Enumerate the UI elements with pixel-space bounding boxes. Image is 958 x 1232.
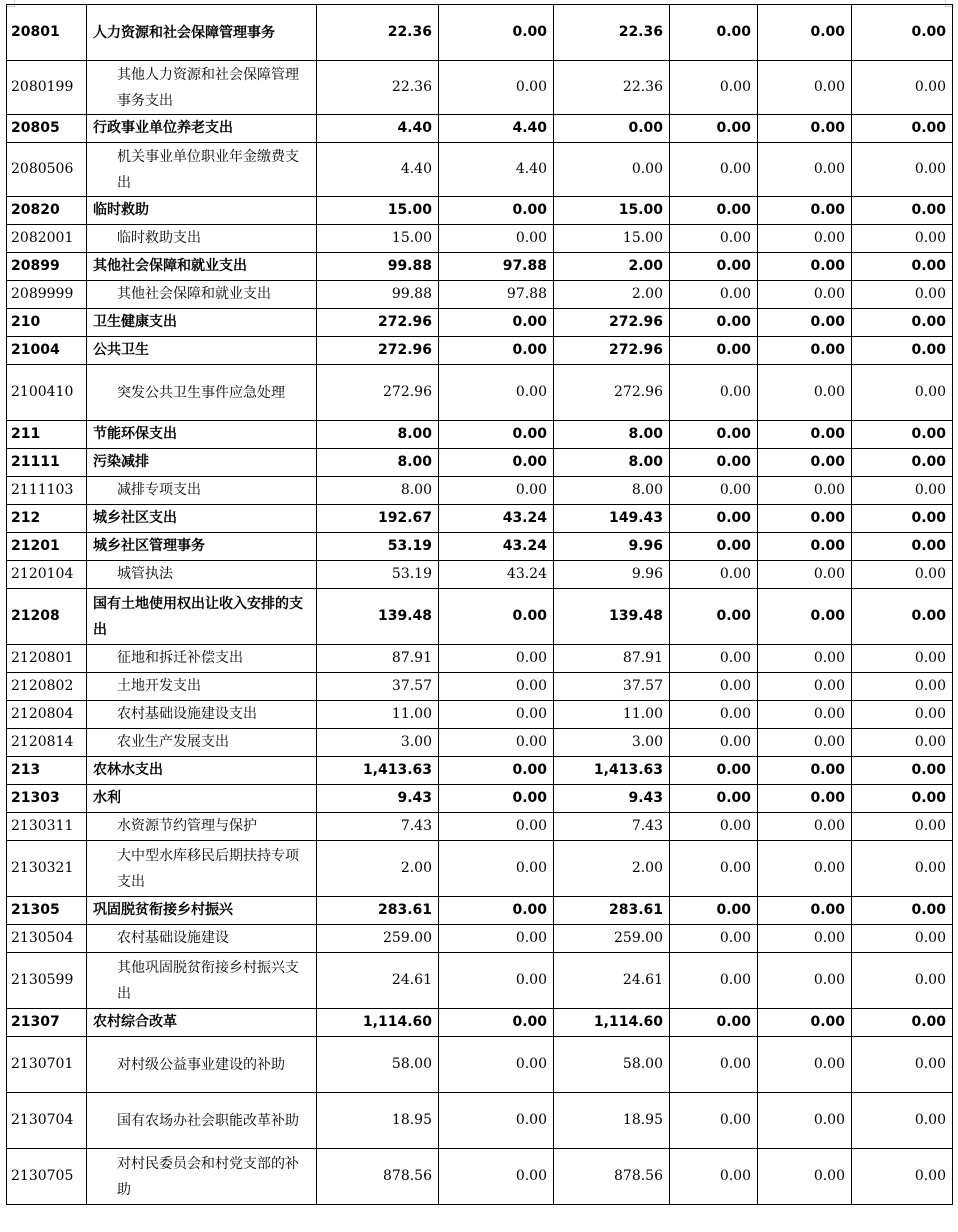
amount-cell-6: 0.00 — [852, 197, 953, 225]
subject-name-cell: 其他巩固脱贫衔接乡村振兴支出 — [87, 953, 317, 1009]
amount-cell-4: 0.00 — [670, 1093, 758, 1149]
subject-name-cell: 临时救助支出 — [87, 225, 317, 253]
amount-cell-6: 0.00 — [852, 281, 953, 309]
subject-code-cell: 2130321 — [7, 841, 87, 897]
amount-cell-1: 1,114.60 — [317, 1009, 439, 1037]
amount-cell-5: 0.00 — [758, 421, 852, 449]
amount-cell-5: 0.00 — [758, 143, 852, 197]
amount-cell-3: 1,413.63 — [554, 757, 670, 785]
amount-cell-6: 0.00 — [852, 143, 953, 197]
amount-cell-6: 0.00 — [852, 841, 953, 897]
subject-code-cell: 2130311 — [7, 813, 87, 841]
subject-name-cell: 临时救助 — [87, 197, 317, 225]
subject-name-cell: 减排专项支出 — [87, 477, 317, 505]
amount-cell-4: 0.00 — [670, 841, 758, 897]
amount-cell-3: 9.43 — [554, 785, 670, 813]
amount-cell-3: 9.96 — [554, 533, 670, 561]
subject-name-cell: 其他社会保障和就业支出 — [87, 253, 317, 281]
subject-name-cell: 其他社会保障和就业支出 — [87, 281, 317, 309]
amount-cell-3: 272.96 — [554, 365, 670, 421]
amount-cell-6: 0.00 — [852, 115, 953, 143]
category-row — [7, 197, 953, 225]
subject-code-cell: 20801 — [7, 5, 87, 61]
amount-cell-3: 149.43 — [554, 505, 670, 533]
amount-cell-3: 8.00 — [554, 449, 670, 477]
amount-cell-1: 259.00 — [317, 925, 439, 953]
subject-name-cell: 城乡社区支出 — [87, 505, 317, 533]
item-row — [7, 925, 953, 953]
subject-name-cell: 征地和拆迁补偿支出 — [87, 645, 317, 673]
amount-cell-3: 7.43 — [554, 813, 670, 841]
amount-cell-2: 0.00 — [439, 477, 554, 505]
item-row — [7, 1037, 953, 1093]
amount-cell-4: 0.00 — [670, 1149, 758, 1205]
amount-cell-3: 8.00 — [554, 421, 670, 449]
amount-cell-6: 0.00 — [852, 1149, 953, 1205]
amount-cell-6: 0.00 — [852, 337, 953, 365]
amount-cell-3: 139.48 — [554, 589, 670, 645]
amount-cell-4: 0.00 — [670, 673, 758, 701]
subject-name-cell: 水资源节约管理与保护 — [87, 813, 317, 841]
amount-cell-1: 58.00 — [317, 1037, 439, 1093]
amount-cell-4: 0.00 — [670, 505, 758, 533]
item-row — [7, 561, 953, 589]
item-row — [7, 143, 953, 197]
amount-cell-2: 0.00 — [439, 757, 554, 785]
amount-cell-6: 0.00 — [852, 701, 953, 729]
subject-name-cell: 污染减排 — [87, 449, 317, 477]
amount-cell-2: 0.00 — [439, 701, 554, 729]
amount-cell-2: 0.00 — [439, 421, 554, 449]
amount-cell-6: 0.00 — [852, 61, 953, 115]
amount-cell-3: 3.00 — [554, 729, 670, 757]
subject-name-cell: 国有农场办社会职能改革补助 — [87, 1093, 317, 1149]
amount-cell-3: 1,114.60 — [554, 1009, 670, 1037]
subject-code-cell: 2130704 — [7, 1093, 87, 1149]
amount-cell-4: 0.00 — [670, 115, 758, 143]
amount-cell-5: 0.00 — [758, 337, 852, 365]
amount-cell-1: 8.00 — [317, 477, 439, 505]
amount-cell-1: 99.88 — [317, 281, 439, 309]
amount-cell-4: 0.00 — [670, 225, 758, 253]
subject-name-cell: 对村级公益事业建设的补助 — [87, 1037, 317, 1093]
amount-cell-3: 283.61 — [554, 897, 670, 925]
amount-cell-3: 15.00 — [554, 225, 670, 253]
amount-cell-2: 0.00 — [439, 449, 554, 477]
amount-cell-1: 272.96 — [317, 365, 439, 421]
amount-cell-2: 0.00 — [439, 365, 554, 421]
amount-cell-3: 259.00 — [554, 925, 670, 953]
item-row — [7, 841, 953, 897]
subject-name-cell: 农业生产发展支出 — [87, 729, 317, 757]
subject-code-cell: 2100410 — [7, 365, 87, 421]
subject-name-cell: 农林水支出 — [87, 757, 317, 785]
subject-code-cell: 2082001 — [7, 225, 87, 253]
amount-cell-6: 0.00 — [852, 1093, 953, 1149]
amount-cell-3: 15.00 — [554, 197, 670, 225]
amount-cell-5: 0.00 — [758, 645, 852, 673]
subject-code-cell: 20820 — [7, 197, 87, 225]
amount-cell-1: 18.95 — [317, 1093, 439, 1149]
amount-cell-5: 0.00 — [758, 61, 852, 115]
category-row — [7, 533, 953, 561]
amount-cell-3: 878.56 — [554, 1149, 670, 1205]
amount-cell-5: 0.00 — [758, 673, 852, 701]
amount-cell-3: 272.96 — [554, 309, 670, 337]
amount-cell-5: 0.00 — [758, 1149, 852, 1205]
amount-cell-2: 0.00 — [439, 645, 554, 673]
subject-code-cell: 2089999 — [7, 281, 87, 309]
amount-cell-6: 0.00 — [852, 645, 953, 673]
item-row — [7, 1149, 953, 1205]
amount-cell-6: 0.00 — [852, 253, 953, 281]
amount-cell-3: 0.00 — [554, 115, 670, 143]
amount-cell-3: 87.91 — [554, 645, 670, 673]
amount-cell-1: 272.96 — [317, 337, 439, 365]
amount-cell-6: 0.00 — [852, 505, 953, 533]
amount-cell-3: 2.00 — [554, 253, 670, 281]
amount-cell-6: 0.00 — [852, 365, 953, 421]
amount-cell-1: 11.00 — [317, 701, 439, 729]
category-row — [7, 5, 953, 61]
amount-cell-1: 15.00 — [317, 197, 439, 225]
amount-cell-2: 0.00 — [439, 61, 554, 115]
item-row — [7, 477, 953, 505]
amount-cell-1: 37.57 — [317, 673, 439, 701]
subject-code-cell: 21201 — [7, 533, 87, 561]
amount-cell-3: 11.00 — [554, 701, 670, 729]
subject-code-cell: 20899 — [7, 253, 87, 281]
amount-cell-5: 0.00 — [758, 5, 852, 61]
subject-name-cell: 农村基础设施建设支出 — [87, 701, 317, 729]
amount-cell-4: 0.00 — [670, 309, 758, 337]
amount-cell-5: 0.00 — [758, 729, 852, 757]
amount-cell-1: 2.00 — [317, 841, 439, 897]
subject-code-cell: 2120804 — [7, 701, 87, 729]
amount-cell-4: 0.00 — [670, 953, 758, 1009]
amount-cell-6: 0.00 — [852, 477, 953, 505]
amount-cell-2: 0.00 — [439, 673, 554, 701]
amount-cell-5: 0.00 — [758, 1037, 852, 1093]
amount-cell-2: 0.00 — [439, 589, 554, 645]
amount-cell-1: 7.43 — [317, 813, 439, 841]
amount-cell-5: 0.00 — [758, 589, 852, 645]
amount-cell-3: 22.36 — [554, 61, 670, 115]
amount-cell-1: 53.19 — [317, 533, 439, 561]
amount-cell-6: 0.00 — [852, 1009, 953, 1037]
amount-cell-1: 4.40 — [317, 115, 439, 143]
amount-cell-6: 0.00 — [852, 309, 953, 337]
subject-code-cell: 2130504 — [7, 925, 87, 953]
subject-code-cell: 21303 — [7, 785, 87, 813]
amount-cell-2: 43.24 — [439, 505, 554, 533]
item-row — [7, 645, 953, 673]
item-row — [7, 61, 953, 115]
amount-cell-2: 0.00 — [439, 1037, 554, 1093]
amount-cell-4: 0.00 — [670, 143, 758, 197]
amount-cell-3: 2.00 — [554, 281, 670, 309]
amount-cell-5: 0.00 — [758, 197, 852, 225]
subject-code-cell: 20805 — [7, 115, 87, 143]
amount-cell-5: 0.00 — [758, 897, 852, 925]
category-row — [7, 589, 953, 645]
amount-cell-6: 0.00 — [852, 785, 953, 813]
amount-cell-4: 0.00 — [670, 61, 758, 115]
amount-cell-5: 0.00 — [758, 925, 852, 953]
amount-cell-4: 0.00 — [670, 561, 758, 589]
category-row — [7, 337, 953, 365]
amount-cell-2: 0.00 — [439, 337, 554, 365]
subject-name-cell: 突发公共卫生事件应急处理 — [87, 365, 317, 421]
amount-cell-5: 0.00 — [758, 115, 852, 143]
category-row — [7, 1009, 953, 1037]
subject-name-cell: 农村综合改革 — [87, 1009, 317, 1037]
amount-cell-5: 0.00 — [758, 533, 852, 561]
amount-cell-5: 0.00 — [758, 309, 852, 337]
category-row — [7, 309, 953, 337]
amount-cell-1: 192.67 — [317, 505, 439, 533]
amount-cell-5: 0.00 — [758, 449, 852, 477]
amount-cell-4: 0.00 — [670, 813, 758, 841]
amount-cell-4: 0.00 — [670, 281, 758, 309]
amount-cell-1: 87.91 — [317, 645, 439, 673]
amount-cell-4: 0.00 — [670, 785, 758, 813]
amount-cell-5: 0.00 — [758, 953, 852, 1009]
amount-cell-6: 0.00 — [852, 533, 953, 561]
amount-cell-6: 0.00 — [852, 561, 953, 589]
amount-cell-4: 0.00 — [670, 449, 758, 477]
amount-cell-6: 0.00 — [852, 449, 953, 477]
amount-cell-5: 0.00 — [758, 841, 852, 897]
amount-cell-2: 0.00 — [439, 225, 554, 253]
subject-code-cell: 21208 — [7, 589, 87, 645]
category-row — [7, 421, 953, 449]
subject-code-cell: 2120814 — [7, 729, 87, 757]
amount-cell-2: 97.88 — [439, 253, 554, 281]
amount-cell-4: 0.00 — [670, 645, 758, 673]
item-row — [7, 813, 953, 841]
subject-name-cell: 城管执法 — [87, 561, 317, 589]
subject-name-cell: 巩固脱贫衔接乡村振兴 — [87, 897, 317, 925]
category-row — [7, 115, 953, 143]
category-row — [7, 505, 953, 533]
item-row — [7, 701, 953, 729]
amount-cell-6: 0.00 — [852, 813, 953, 841]
amount-cell-3: 22.36 — [554, 5, 670, 61]
amount-cell-2: 0.00 — [439, 729, 554, 757]
subject-name-cell: 其他人力资源和社会保障管理事务支出 — [87, 61, 317, 115]
subject-name-cell: 大中型水库移民后期扶持专项支出 — [87, 841, 317, 897]
amount-cell-2: 0.00 — [439, 925, 554, 953]
category-row — [7, 253, 953, 281]
amount-cell-2: 4.40 — [439, 115, 554, 143]
amount-cell-4: 0.00 — [670, 533, 758, 561]
amount-cell-2: 43.24 — [439, 533, 554, 561]
subject-code-cell: 21307 — [7, 1009, 87, 1037]
amount-cell-4: 0.00 — [670, 337, 758, 365]
amount-cell-4: 0.00 — [670, 701, 758, 729]
subject-name-cell: 公共卫生 — [87, 337, 317, 365]
amount-cell-1: 8.00 — [317, 421, 439, 449]
amount-cell-4: 0.00 — [670, 477, 758, 505]
subject-name-cell: 土地开发支出 — [87, 673, 317, 701]
subject-code-cell: 213 — [7, 757, 87, 785]
amount-cell-3: 8.00 — [554, 477, 670, 505]
amount-cell-4: 0.00 — [670, 757, 758, 785]
amount-cell-3: 0.00 — [554, 143, 670, 197]
amount-cell-2: 0.00 — [439, 1009, 554, 1037]
amount-cell-5: 0.00 — [758, 253, 852, 281]
amount-cell-1: 8.00 — [317, 449, 439, 477]
subject-code-cell: 2130701 — [7, 1037, 87, 1093]
subject-code-cell: 21111 — [7, 449, 87, 477]
subject-code-cell: 21004 — [7, 337, 87, 365]
item-row — [7, 225, 953, 253]
item-row — [7, 953, 953, 1009]
amount-cell-2: 43.24 — [439, 561, 554, 589]
amount-cell-6: 0.00 — [852, 897, 953, 925]
amount-cell-4: 0.00 — [670, 1009, 758, 1037]
amount-cell-2: 0.00 — [439, 309, 554, 337]
amount-cell-1: 53.19 — [317, 561, 439, 589]
amount-cell-6: 0.00 — [852, 757, 953, 785]
amount-cell-3: 18.95 — [554, 1093, 670, 1149]
amount-cell-4: 0.00 — [670, 925, 758, 953]
amount-cell-1: 22.36 — [317, 61, 439, 115]
amount-cell-1: 272.96 — [317, 309, 439, 337]
amount-cell-1: 9.43 — [317, 785, 439, 813]
amount-cell-2: 0.00 — [439, 1149, 554, 1205]
budget-expenditure-table — [6, 4, 953, 1205]
amount-cell-4: 0.00 — [670, 421, 758, 449]
amount-cell-6: 0.00 — [852, 953, 953, 1009]
subject-name-cell: 城乡社区管理事务 — [87, 533, 317, 561]
amount-cell-4: 0.00 — [670, 729, 758, 757]
amount-cell-6: 0.00 — [852, 225, 953, 253]
amount-cell-3: 37.57 — [554, 673, 670, 701]
amount-cell-2: 0.00 — [439, 953, 554, 1009]
amount-cell-2: 0.00 — [439, 197, 554, 225]
amount-cell-5: 0.00 — [758, 1093, 852, 1149]
category-row — [7, 785, 953, 813]
subject-name-cell: 农村基础设施建设 — [87, 925, 317, 953]
amount-cell-5: 0.00 — [758, 477, 852, 505]
amount-cell-3: 272.96 — [554, 337, 670, 365]
category-row — [7, 449, 953, 477]
subject-code-cell: 2080199 — [7, 61, 87, 115]
amount-cell-1: 15.00 — [317, 225, 439, 253]
amount-cell-2: 97.88 — [439, 281, 554, 309]
item-row — [7, 729, 953, 757]
amount-cell-2: 4.40 — [439, 143, 554, 197]
amount-cell-4: 0.00 — [670, 253, 758, 281]
subject-code-cell: 212 — [7, 505, 87, 533]
subject-name-cell: 对村民委员会和村党支部的补助 — [87, 1149, 317, 1205]
amount-cell-4: 0.00 — [670, 5, 758, 61]
amount-cell-1: 878.56 — [317, 1149, 439, 1205]
amount-cell-6: 0.00 — [852, 673, 953, 701]
amount-cell-6: 0.00 — [852, 589, 953, 645]
subject-code-cell: 2120104 — [7, 561, 87, 589]
subject-code-cell: 2080506 — [7, 143, 87, 197]
amount-cell-3: 9.96 — [554, 561, 670, 589]
amount-cell-1: 24.61 — [317, 953, 439, 1009]
amount-cell-1: 283.61 — [317, 897, 439, 925]
amount-cell-5: 0.00 — [758, 757, 852, 785]
table-body — [7, 5, 953, 1205]
amount-cell-5: 0.00 — [758, 701, 852, 729]
amount-cell-5: 0.00 — [758, 225, 852, 253]
amount-cell-2: 0.00 — [439, 1093, 554, 1149]
amount-cell-6: 0.00 — [852, 421, 953, 449]
item-row — [7, 673, 953, 701]
amount-cell-4: 0.00 — [670, 1037, 758, 1093]
amount-cell-3: 58.00 — [554, 1037, 670, 1093]
amount-cell-1: 1,413.63 — [317, 757, 439, 785]
item-row — [7, 365, 953, 421]
amount-cell-1: 4.40 — [317, 143, 439, 197]
amount-cell-6: 0.00 — [852, 5, 953, 61]
subject-name-cell: 国有土地使用权出让收入安排的支出 — [87, 589, 317, 645]
subject-name-cell: 机关事业单位职业年金缴费支出 — [87, 143, 317, 197]
amount-cell-6: 0.00 — [852, 729, 953, 757]
amount-cell-3: 24.61 — [554, 953, 670, 1009]
amount-cell-5: 0.00 — [758, 785, 852, 813]
amount-cell-4: 0.00 — [670, 897, 758, 925]
amount-cell-4: 0.00 — [670, 589, 758, 645]
amount-cell-1: 22.36 — [317, 5, 439, 61]
amount-cell-5: 0.00 — [758, 813, 852, 841]
amount-cell-1: 3.00 — [317, 729, 439, 757]
item-row — [7, 1093, 953, 1149]
subject-code-cell: 21305 — [7, 897, 87, 925]
amount-cell-4: 0.00 — [670, 197, 758, 225]
amount-cell-2: 0.00 — [439, 785, 554, 813]
amount-cell-3: 2.00 — [554, 841, 670, 897]
category-row — [7, 897, 953, 925]
amount-cell-4: 0.00 — [670, 365, 758, 421]
amount-cell-6: 0.00 — [852, 1037, 953, 1093]
category-row — [7, 757, 953, 785]
subject-code-cell: 2120801 — [7, 645, 87, 673]
amount-cell-1: 139.48 — [317, 589, 439, 645]
amount-cell-2: 0.00 — [439, 841, 554, 897]
subject-code-cell: 2111103 — [7, 477, 87, 505]
subject-code-cell: 211 — [7, 421, 87, 449]
subject-name-cell: 人力资源和社会保障管理事务 — [87, 5, 317, 61]
amount-cell-2: 0.00 — [439, 5, 554, 61]
subject-name-cell: 水利 — [87, 785, 317, 813]
item-row — [7, 281, 953, 309]
subject-code-cell: 2130599 — [7, 953, 87, 1009]
subject-name-cell: 行政事业单位养老支出 — [87, 115, 317, 143]
amount-cell-5: 0.00 — [758, 281, 852, 309]
subject-code-cell: 210 — [7, 309, 87, 337]
amount-cell-5: 0.00 — [758, 365, 852, 421]
amount-cell-6: 0.00 — [852, 925, 953, 953]
amount-cell-2: 0.00 — [439, 897, 554, 925]
subject-code-cell: 2130705 — [7, 1149, 87, 1205]
amount-cell-5: 0.00 — [758, 505, 852, 533]
subject-name-cell: 卫生健康支出 — [87, 309, 317, 337]
amount-cell-1: 99.88 — [317, 253, 439, 281]
subject-code-cell: 2120802 — [7, 673, 87, 701]
amount-cell-5: 0.00 — [758, 561, 852, 589]
amount-cell-5: 0.00 — [758, 1009, 852, 1037]
amount-cell-2: 0.00 — [439, 813, 554, 841]
subject-name-cell: 节能环保支出 — [87, 421, 317, 449]
